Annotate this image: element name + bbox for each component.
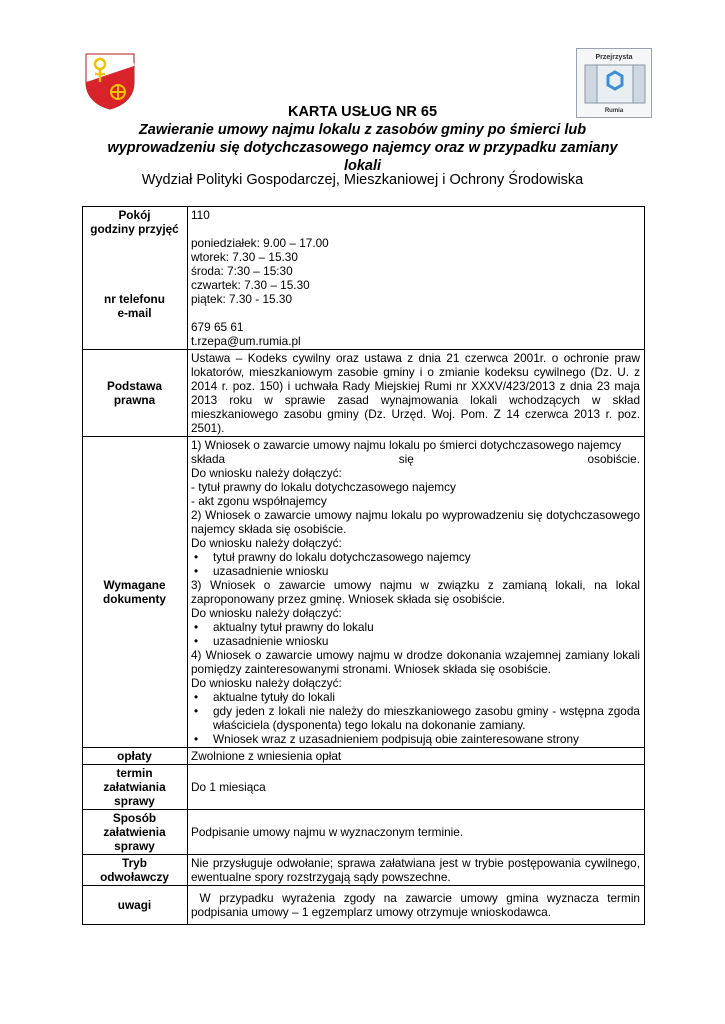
email-label: e-mail: [117, 306, 152, 320]
label-line: Wymagane: [103, 578, 166, 592]
appeal-text: Nie przysługuje odwołanie; sprawa załatwiana jest w trybie postępowania cywilnego, ewentualne spory rozstrzygają sądy powszechne.: [188, 855, 645, 886]
hours-line: czwartek: 7.30 – 15.30: [191, 278, 310, 292]
hours-line: wtorek: 7.30 – 15.30: [191, 250, 298, 264]
section-1-item: - tytuł prawny do lokalu dotychczasowego najemcy: [191, 480, 456, 494]
section-3-item: • aktualny tytuł prawny do lokalu: [191, 620, 640, 634]
section-4-item: • gdy jeden z lokali nie należy do mieszkaniowego zasobu gminy - wstępna zgoda właściciela (dysponenta) tego lokalu na dokonanie zamiany.: [191, 704, 640, 732]
section-3-item: • uzasadnienie wniosku: [191, 634, 640, 648]
label-line: dokumenty: [103, 592, 166, 606]
service-card-table: [82, 206, 645, 925]
rumia-coat-of-arms-icon: [84, 52, 136, 110]
card-title: KARTA USŁUG NR 65: [287, 104, 438, 120]
section-1-intro: 1) Wniosek o zawarcie umowy najmu lokalu po śmierci dotychczasowego najemcy: [191, 438, 622, 452]
subtitle-line: lokali: [343, 158, 382, 174]
label-line: sprawy: [114, 839, 155, 853]
section-2-attach: Do wniosku należy dołączyć:: [191, 536, 342, 550]
fees-label: opłaty: [83, 748, 188, 765]
section-3-intro: 3) Wniosek o zawarcie umowy najmu w związku z zamianą lokali, na lokal zaproponowany przez gminę. Wniosek składa się osobiście.: [191, 578, 640, 606]
hours-label: godziny przyjęć: [90, 222, 179, 236]
legal-basis-row: [83, 350, 645, 437]
legal-basis-label: [83, 350, 188, 437]
method-text: Podpisanie umowy najmu w wyznaczonym terminie.: [188, 810, 645, 855]
hours-line: środa: 7:30 – 15:30: [191, 264, 293, 278]
notes-row: [83, 886, 645, 925]
contact-value-cell: [188, 207, 645, 350]
method-label: [83, 810, 188, 855]
label-line: odwoławczy: [100, 870, 169, 884]
contact-label-cell: [83, 207, 188, 350]
fees-row: [83, 748, 645, 765]
section-1-attach: Do wniosku należy dołączyć:: [191, 466, 342, 480]
room-label: Pokój: [118, 208, 151, 222]
section-4-attach: Do wniosku należy dołączyć:: [191, 676, 342, 690]
section-1-tail: [191, 452, 640, 466]
department-name: Wydział Polityki Gospodarczej, Mieszkaniowej i Ochrony Środowiska: [141, 172, 584, 188]
hours-line: poniedziałek: 9.00 – 17.00: [191, 236, 329, 250]
appeal-label: [83, 855, 188, 886]
section-4-item: • aktualne tytuły do lokali: [191, 690, 640, 704]
label-line: Tryb: [122, 856, 147, 870]
room-number: 110: [191, 208, 210, 222]
section-4-intro: 4) Wniosek o zawarcie umowy najmu w drodze dokonania wzajemnej zamiany lokali pomiędzy zainteresowanymi stronami. Wniosek składa się osobiście.: [191, 648, 640, 676]
documents-row: [83, 437, 645, 748]
deadline-row: [83, 765, 645, 810]
label-line: sprawy: [114, 794, 155, 808]
badge-top-text: Przejrzysta: [595, 54, 633, 61]
documents-content: [188, 437, 645, 748]
legal-basis-text: Ustawa – Kodeks cywilny oraz ustawa z dnia 21 czerwca 2001r. o ochronie praw lokatorów, mieszkaniowym zasobie gminy i o zmianie kodeksu cywilnego (Dz. U. z 2014 r. poz. 150) i uchwała Rady Miejskiej Rumi nr XXXV/423/2013 z dnia 23 maja 2013 roku w sprawie zasad wynajmowania lokali wchodzących w skład mieszkaniowego zasobu gminy (Dz. Urzęd. Woj. Pom. Z 14 czerwca 2013 r. poz. 2501).: [188, 350, 645, 437]
email-link[interactable]: t.rzepa@um.rumia.pl: [191, 334, 301, 348]
appeal-row: [83, 855, 645, 886]
documents-label: [83, 437, 188, 748]
section-2-intro: 2) Wniosek o zawarcie umowy najmu lokalu po wyprowadzeniu się dotychczasowego najemcy składa się osobiście.: [191, 508, 640, 536]
hours-line: piątek: 7.30 - 15.30: [191, 292, 292, 306]
section-1-item: - akt zgonu współnajemcy: [191, 494, 327, 508]
tail-word: osobiście.: [587, 452, 640, 466]
section-2-item: • uzasadnienie wniosku: [191, 564, 640, 578]
phone-number: 679 65 61: [191, 320, 244, 334]
deadline-label: [83, 765, 188, 810]
badge-bottom-text: Rumia: [604, 108, 624, 114]
notes-text: W przypadku wyrażenia zgody na zawarcie umowy gmina wyznacza termin podpisania umowy – 1 egzemplarz umowy otrzymuje wnioskodawca.: [188, 886, 645, 925]
phone-label: nr telefonu: [104, 292, 165, 306]
section-4-item: • Wniosek wraz z uzasadnieniem podpisują obie zainteresowane strony: [191, 732, 640, 746]
section-3-attach: Do wniosku należy dołączyć:: [191, 606, 342, 620]
fees-text: Zwolnione z wniesienia opłat: [188, 748, 645, 765]
method-row: [83, 810, 645, 855]
tail-word: składa: [191, 452, 226, 466]
subtitle-line: wyprowadzeniu się dotychczasowego najemcy oraz w przypadku zamiany: [107, 140, 618, 156]
window-icon: [583, 63, 647, 105]
section-2-item: • tytuł prawny do lokalu dotychczasowego najemcy: [191, 550, 640, 564]
label-line: Podstawa: [106, 379, 163, 393]
label-line: załatwiania: [103, 780, 166, 794]
card-subtitle: [95, 121, 630, 175]
subtitle-line: Zawieranie umowy najmu lokalu z zasobów gminy po śmierci lub: [138, 122, 587, 138]
label-line: Sposób: [112, 811, 157, 825]
label-line: załatwienia: [103, 825, 166, 839]
contact-row: [83, 207, 645, 350]
tail-word: się: [398, 452, 414, 466]
notes-label: uwagi: [83, 886, 188, 925]
label-line: prawna: [113, 393, 156, 407]
deadline-text: Do 1 miesiąca: [188, 765, 645, 810]
label-line: termin: [116, 766, 153, 780]
